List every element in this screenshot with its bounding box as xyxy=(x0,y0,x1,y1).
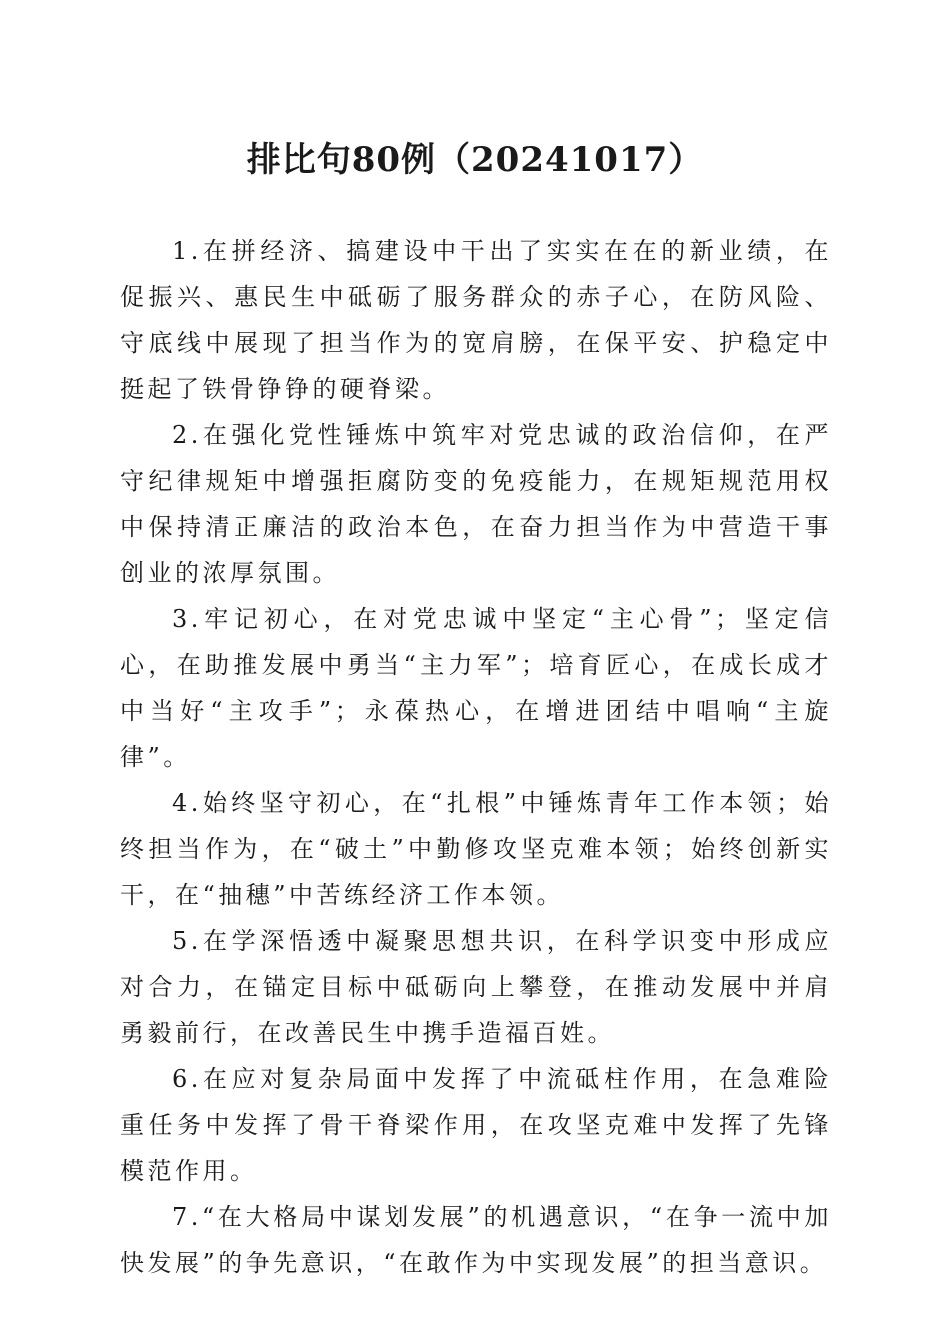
paragraph-6: 6.在应对复杂局面中发挥了中流砥柱作用，在急难险重任务中发挥了骨干脊梁作用，在攻坚克难中发挥了先锋模范作用。 xyxy=(120,1065,832,1185)
paragraph-2: 2.在强化党性锤炼中筑牢对党忠诚的政治信仰，在严守纪律规矩中增强拒腐防变的免疫能力，在规矩规范用权中保持清正廉洁的政治本色，在奋力担当作为中营造干事创业的浓厚氛围。 xyxy=(120,421,832,587)
paragraph-3: 3.牢记初心，在对党忠诚中坚定“主心骨”；坚定信心，在助推发展中勇当“主力军”；培育匠心，在成长成才中当好“主攻手”；永葆热心，在增进团结中唱响“主旋律”。 xyxy=(120,605,832,771)
paragraph-5: 5.在学深悟透中凝聚思想共识，在科学识变中形成应对合力，在锚定目标中砥砺向上攀登，在推动发展中并肩勇毅前行，在改善民生中携手造福百姓。 xyxy=(120,927,832,1047)
paragraph-7: 7.“在大格局中谋划发展”的机遇意识，“在争一流中加快发展”的争先意识，“在敢作为中实现发展”的担当意识。 xyxy=(120,1203,832,1277)
paragraph-4: 4.始终坚守初心，在“扎根”中锤炼青年工作本领；始终担当作为，在“破土”中勤修攻坚克难本领；始终创新实干，在“抽穗”中苦练经济工作本领。 xyxy=(120,789,832,909)
paragraph-1: 1.在拼经济、搞建设中干出了实实在在的新业绩，在促振兴、惠民生中砥砺了服务群众的赤子心，在防风险、守底线中展现了担当作为的宽肩膀，在保平安、护稳定中挺起了铁骨铮铮的硬脊梁。 xyxy=(120,237,832,403)
document-title: 排比句80例（20241017） xyxy=(246,140,704,180)
document-body xyxy=(120,228,832,1286)
